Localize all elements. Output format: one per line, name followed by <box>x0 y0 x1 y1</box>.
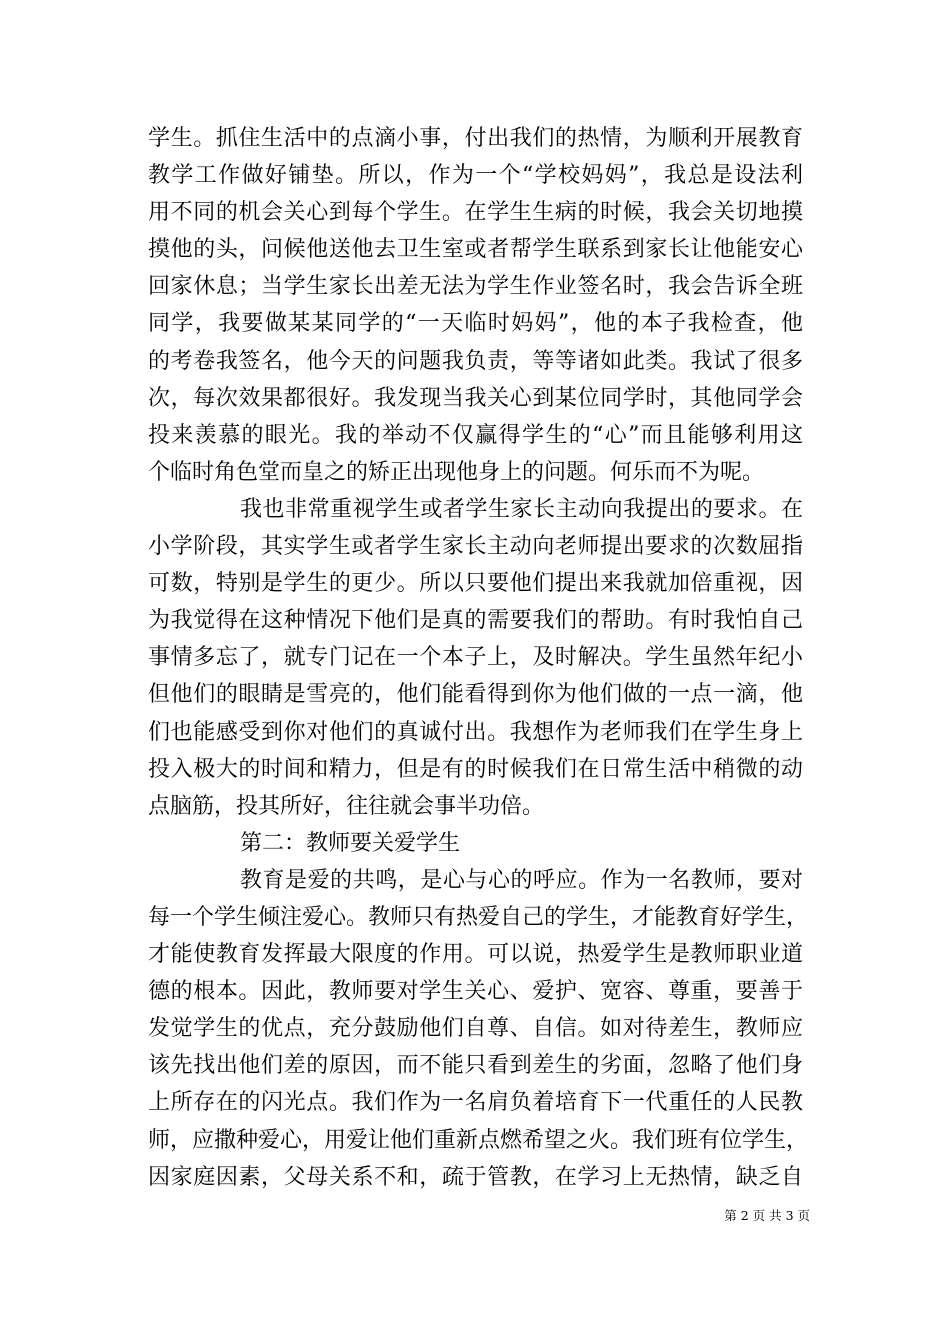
text-line: 该先找出他们差的原因，而不能只看到差生的劣面，忽略了他们身 <box>148 1053 803 1079</box>
text-line: 点脑筋，投其所好，往往就会事半功倍。 <box>148 793 545 819</box>
text-line: 德的根本。因此，教师要对学生关心、爱护、宽容、尊重，要善于 <box>148 979 803 1005</box>
text-line: 但他们的眼睛是雪亮的，他们能看得到你为他们做的一点一滴，他 <box>148 682 803 708</box>
text-line: 为我觉得在这种情况下他们是真的需要我们的帮助。有时我怕自己 <box>148 608 803 634</box>
text-line: 才能使教育发挥最大限度的作用。可以说，热爱学生是教师职业道 <box>148 942 803 968</box>
text-line: 因家庭因素，父母关系不和，疏于管教，在学习上无热情，缺乏自 <box>148 1164 803 1190</box>
text-line: 上所存在的闪光点。我们作为一名肩负着培育下一代重任的人民教 <box>148 1090 803 1116</box>
text-line: 发觉学生的优点，充分鼓励他们自尊、自信。如对待差生，教师应 <box>148 1016 803 1042</box>
text-line: 师，应撒种爱心，用爱让他们重新点燃希望之火。我们班有位学生， <box>148 1127 809 1153</box>
text-line: 事情多忘了，就专门记在一个本子上，及时解决。学生虽然年纪小 <box>148 645 803 671</box>
text-line: 投来羡慕的眼光。我的举动不仅赢得学生的“心”而且能够利用这 <box>148 422 803 448</box>
paragraph-start-line: 教育是爱的共鸣，是心与心的呼应。作为一名教师，要对 <box>240 867 803 893</box>
text-line: 投入极大的时间和精力，但是有的时候我们在日常生活中稍微的动 <box>148 756 803 782</box>
text-line: 每一个学生倾注爱心。教师只有热爱自己的学生，才能教育好学生， <box>148 904 809 930</box>
text-line: 教学工作做好铺垫。所以，作为一个“学校妈妈”，我总是设法利 <box>148 163 803 189</box>
text-line: 学生。抓住生活中的点滴小事，付出我们的热情，为顺利开展教育 <box>148 126 803 151</box>
text-line: 的考卷我签名，他今天的问题我负责，等等诸如此类。我试了很多 <box>148 348 803 374</box>
section-heading: 第二：教师要关爱学生 <box>240 830 461 856</box>
text-line: 次，每次效果都很好。我发现当我关心到某位同学时，其他同学会 <box>148 385 803 411</box>
text-line: 个临时角色堂而皇之的矫正出现他身上的问题。何乐而不为呢。 <box>148 459 765 485</box>
page-number-footer: 第 2 页 共 3 页 <box>724 1208 810 1223</box>
text-line: 同学，我要做某某同学的“一天临时妈妈”，他的本子我检查，他 <box>148 311 803 337</box>
body-text <box>148 120 809 1196</box>
text-line: 回家休息；当学生家长出差无法为学生作业签名时，我会告诉全班 <box>148 274 803 300</box>
text-line: 们也能感受到你对他们的真诚付出。我想作为老师我们在学生身上 <box>148 719 803 745</box>
paragraph-start-line: 我也非常重视学生或者学生家长主动向我提出的要求。在 <box>240 496 803 522</box>
text-line: 小学阶段，其实学生或者学生家长主动向老师提出要求的次数屈指 <box>148 534 803 560</box>
text-line: 用不同的机会关心到每个学生。在学生生病的时候，我会关切地摸 <box>148 200 803 226</box>
text-line: 摸他的头，问候他送他去卫生室或者帮学生联系到家长让他能安心 <box>148 237 803 263</box>
text-line: 可数，特别是学生的更少。所以只要他们提出来我就加倍重视，因 <box>148 571 803 597</box>
